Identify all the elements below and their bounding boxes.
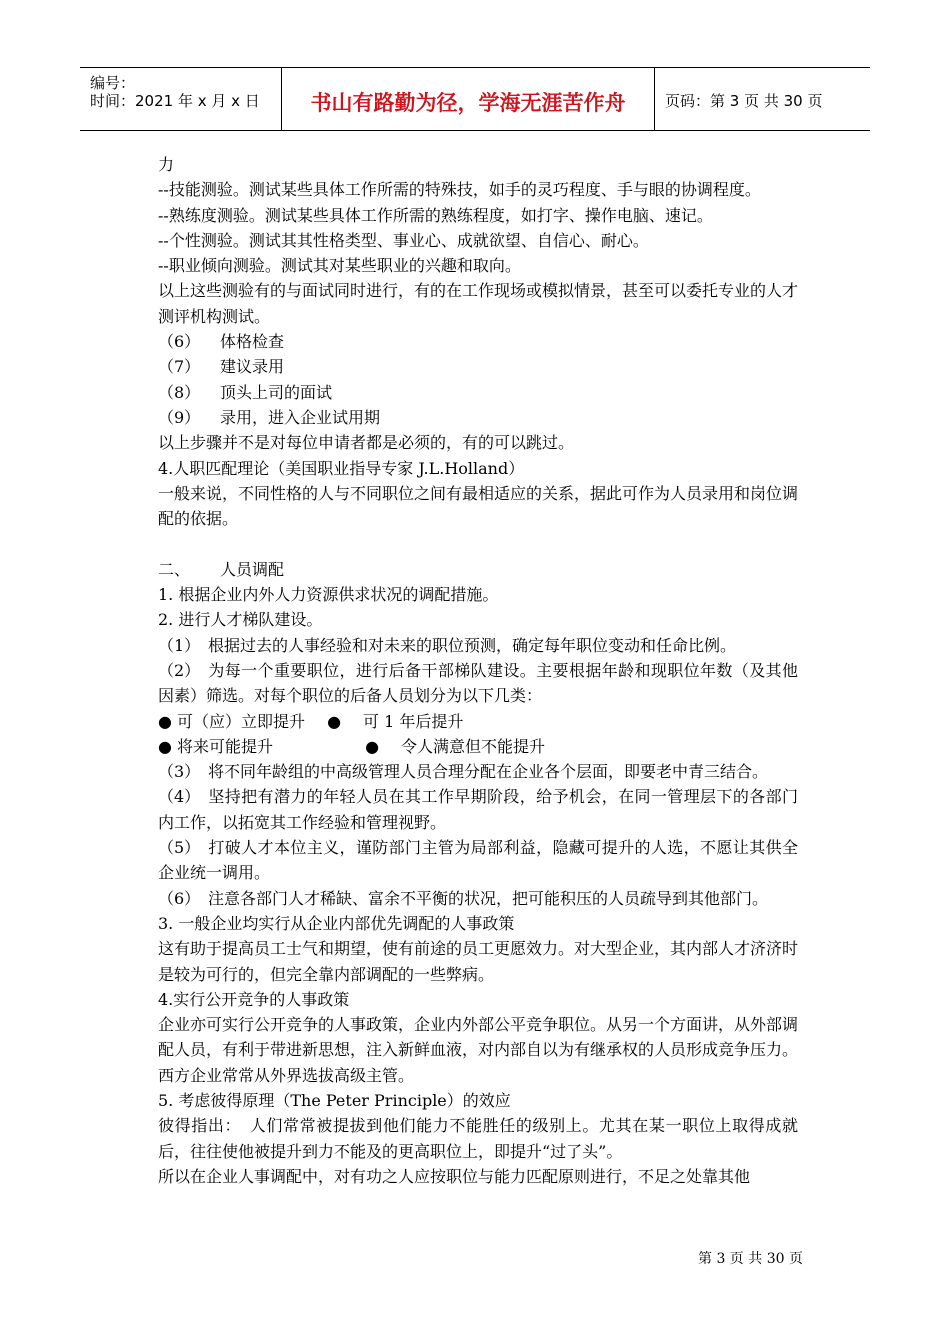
bullet-row xyxy=(158,709,798,734)
list-number: （8） xyxy=(158,382,201,402)
header-motto-cell xyxy=(281,68,655,130)
document-body xyxy=(158,152,798,1189)
list-number: （4） xyxy=(158,787,201,807)
page-footer: 第 3 页 共 30 页 xyxy=(698,1251,803,1267)
list-text: 为每一个重要职位，进行后备干部梯队建设。主要根据年龄和现职位年数（及其他因素）筛选。对每个职位的后备人员划分为以下几类： xyxy=(158,660,798,706)
list-number: （5） xyxy=(158,838,201,858)
list-item xyxy=(158,886,798,911)
paragraph: 2. 进行人才梯队建设。 xyxy=(158,610,323,630)
list-text: 体格检查 xyxy=(220,332,285,352)
paragraph: 1. 根据企业内外人力资源供求状况的调配措施。 xyxy=(158,585,499,605)
bullet-item: 令人满意但不能提升 xyxy=(401,736,546,756)
list-number: （9） xyxy=(158,407,201,427)
paragraph: 企业亦可实行公开竞争的人事政策，企业内外部公平竞争职位。从另一个方面讲，从外部调配人员，有利于带进新思想，注入新鲜血液，对内部自以为有继承权的人员形成竞争压力。西方企业常常从外界选拔高级主管。 xyxy=(158,1015,799,1085)
list-number: （3） xyxy=(158,762,201,782)
header-meta xyxy=(80,68,281,130)
paragraph: 所以在企业人事调配中，对有功之人应按职位与能力匹配原则进行，不足之处靠其他 xyxy=(158,1166,751,1186)
bullet-icon: ● xyxy=(365,736,380,756)
paragraph: --职业倾向测验。测试其对某些职业的兴趣和取向。 xyxy=(158,256,521,276)
paragraph: 彼得指出： 人们常常被提拔到他们能力不能胜任的级别上。尤其在某一职位上取得成就后，往往使他被提升到力不能及的更高职位上，即提升“过了头”。 xyxy=(158,1116,798,1161)
paragraph: 一般来说，不同性格的人与不同职位之间有最相适应的关系，据此可作为人员录用和岗位调配的依据。 xyxy=(158,483,799,529)
blank-line xyxy=(158,531,798,556)
section-heading: 5. 考虑彼得原理（The Peter Principle）的效应 xyxy=(158,1090,511,1110)
paragraph: --技能测验。测试某些具体工作所需的特殊技，如手的灵巧程度、手与眼的协调程度。 xyxy=(158,180,761,200)
list-item xyxy=(158,405,798,430)
list-item xyxy=(158,633,798,658)
list-text: 根据过去的人事经验和对未来的职位预测，确定每年职位变动和任命比例。 xyxy=(208,635,737,655)
document-date-label: 时间：2021 年 x 月 x 日 xyxy=(90,92,260,110)
list-number: （6） xyxy=(158,888,201,908)
list-text: 顶头上司的面试 xyxy=(220,382,333,402)
list-item xyxy=(158,354,798,379)
section-number: 二、 xyxy=(158,559,191,579)
section-title: 人员调配 xyxy=(220,559,285,579)
paragraph: 力 xyxy=(158,155,175,174)
bullet-item: ● 可（应）立即提升 xyxy=(158,711,306,731)
section-heading: 3. 一般企业均实行从企业内部优先调配的人事政策 xyxy=(158,913,515,933)
document-number-label: 编号： xyxy=(90,74,136,92)
list-text: 坚持把有潜力的年轻人员在其工作早期阶段，给予机会，在同一管理层下的各部门内工作，以拓宽其工作经验和管理视野。 xyxy=(158,787,798,832)
header-motto: 书山有路勤为径，学海无涯苦作舟 xyxy=(310,91,626,115)
list-text: 注意各部门人才稀缺、富余不平衡的状况，把可能积压的人员疏导到其他部门。 xyxy=(208,888,769,908)
bullet-item: 可 1 年后提升 xyxy=(363,711,464,731)
header-page-number: 页码：第 3 页 共 30 页 xyxy=(665,92,823,110)
list-number: （7） xyxy=(158,357,201,377)
list-text: 建议录用 xyxy=(220,357,285,377)
list-number: （2） xyxy=(158,660,201,680)
paragraph: --熟练度测验。测试某些具体工作所需的熟练程度，如打字、操作电脑、速记。 xyxy=(158,205,713,225)
list-item xyxy=(158,759,798,784)
paragraph: 这有助于提高员工士气和期望，使有前途的员工更愿效力。对大型企业，其内部人才济济时是较为可行的，但完全靠内部调配的一些弊病。 xyxy=(158,939,799,984)
bullet-row xyxy=(158,734,798,759)
section-heading: 4.人职匹配理论（美国职业指导专家 J.L.Holland） xyxy=(158,458,525,478)
list-number: （6） xyxy=(158,332,201,352)
section-heading xyxy=(158,557,798,582)
header-page-cell xyxy=(655,68,870,130)
list-text: 打破人才本位主义，谨防部门主管为局部利益，隐藏可提升的人选，不愿让其供全企业统一调用。 xyxy=(158,838,798,883)
list-text: 录用，进入企业试用期 xyxy=(220,407,381,427)
list-item xyxy=(158,784,798,835)
bullet-icon: ● xyxy=(327,711,342,731)
list-item xyxy=(158,658,798,709)
paragraph: 以上这些测验有的与面试同时进行，有的在工作现场或模拟情景，甚至可以委托专业的人才测评机构测试。 xyxy=(158,281,799,326)
page-header xyxy=(80,67,870,131)
list-item xyxy=(158,380,798,405)
list-item xyxy=(158,329,798,354)
list-item xyxy=(158,835,798,886)
list-number: （1） xyxy=(158,635,201,655)
list-text: 将不同年龄组的中高级管理人员合理分配在企业各个层面，即要老中青三结合。 xyxy=(208,762,769,782)
paragraph: 以上步骤并不是对每位申请者都是必须的，有的可以跳过。 xyxy=(158,433,575,453)
bullet-item: ● 将来可能提升 xyxy=(158,736,274,756)
paragraph: --个性测验。测试其其性格类型、事业心、成就欲望、自信心、耐心。 xyxy=(158,230,649,250)
section-heading: 4.实行公开竞争的人事政策 xyxy=(158,989,350,1009)
